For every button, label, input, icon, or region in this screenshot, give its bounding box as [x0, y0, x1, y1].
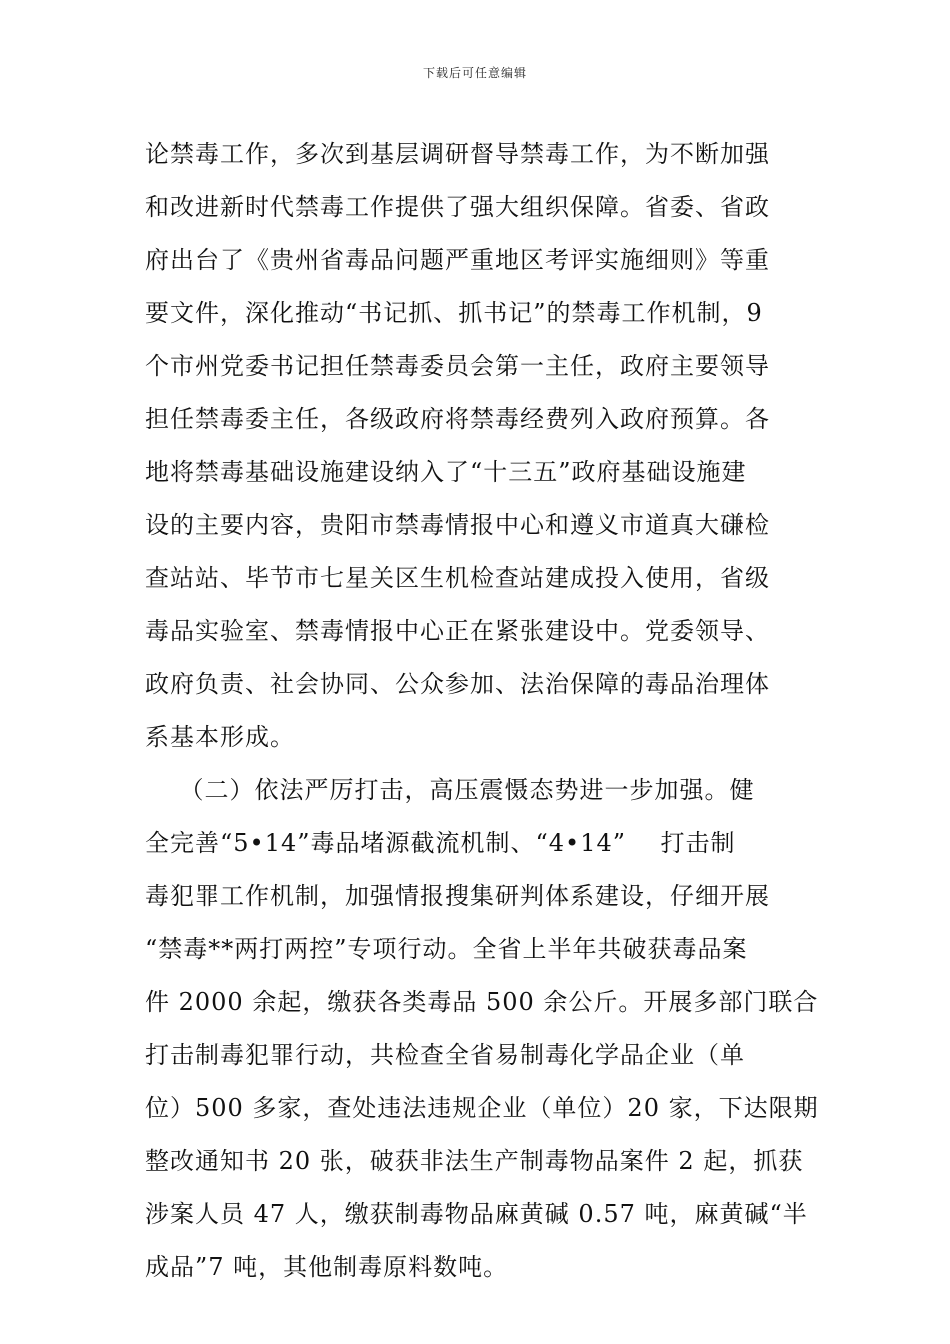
- text-line: 全完善“5•14”毒品堵源截流机制、“4•14” 打击制: [145, 829, 736, 857]
- text-line: 涉案人员 47 人，缴获制毒物品麻黄碱 0.57 吨，麻黄碱“半: [145, 1200, 808, 1228]
- text-line: 毒犯罪工作机制，加强情报搜集研判体系建设，仔细开展: [145, 882, 770, 910]
- page-header: 下载后可任意编辑: [422, 66, 527, 80]
- text-line: 和改进新时代禁毒工作提供了强大组织保障。省委、省政: [145, 193, 770, 221]
- text-line: 担任禁毒委主任，各级政府将禁毒经费列入政府预算。各: [145, 405, 770, 433]
- text-line: 论禁毒工作，多次到基层调研督导禁毒工作，为不断加强: [145, 140, 770, 168]
- text-line: 政府负责、社会协同、公众参加、法治保障的毒品治理体: [145, 670, 770, 698]
- text-line: 个市州党委书记担任禁毒委员会第一主任，政府主要领导: [145, 352, 770, 380]
- text-line: 设的主要内容，贵阳市禁毒情报中心和遵义市道真大磏检: [145, 511, 770, 539]
- text-line: 成品”7 吨，其他制毒原料数吨。: [145, 1253, 509, 1281]
- text-line: 毒品实验室、禁毒情报中心正在紧张建设中。党委领导、: [145, 617, 770, 645]
- text-line: “禁毒**两打两控”专项行动。全省上半年共破获毒品案: [145, 935, 748, 963]
- text-line: 整改通知书 20 张，破获非法生产制毒物品案件 2 起，抓获: [145, 1147, 804, 1175]
- text-line: 府出台了《贵州省毒品问题严重地区考评实施细则》等重: [145, 246, 770, 274]
- text-line: 件 2000 余起，缴获各类毒品 500 余公斤。开展多部门联合: [145, 988, 819, 1016]
- text-line: 要文件，深化推动“书记抓、抓书记”的禁毒工作机制，9: [145, 299, 763, 327]
- text-line: 打击制毒犯罪行动，共检查全省易制毒化学品企业（单: [145, 1041, 745, 1069]
- text-line: （二）依法严厉打击，高压震慑态势进一步加强。健: [145, 776, 755, 804]
- text-line: 位）500 多家，查处违法违规企业（单位）20 家，下达限期: [145, 1094, 819, 1122]
- paragraph-crackdown: [145, 764, 819, 1294]
- document-body: [145, 128, 819, 1294]
- text-line: 系基本形成。: [145, 723, 295, 751]
- text-line: 地将禁毒基础设施建设纳入了“十三五”政府基础设施建: [145, 458, 747, 486]
- paragraph-party-leadership: [145, 128, 815, 764]
- text-line: 查站站、毕节市七星关区生机检查站建成投入使用，省级: [145, 564, 770, 592]
